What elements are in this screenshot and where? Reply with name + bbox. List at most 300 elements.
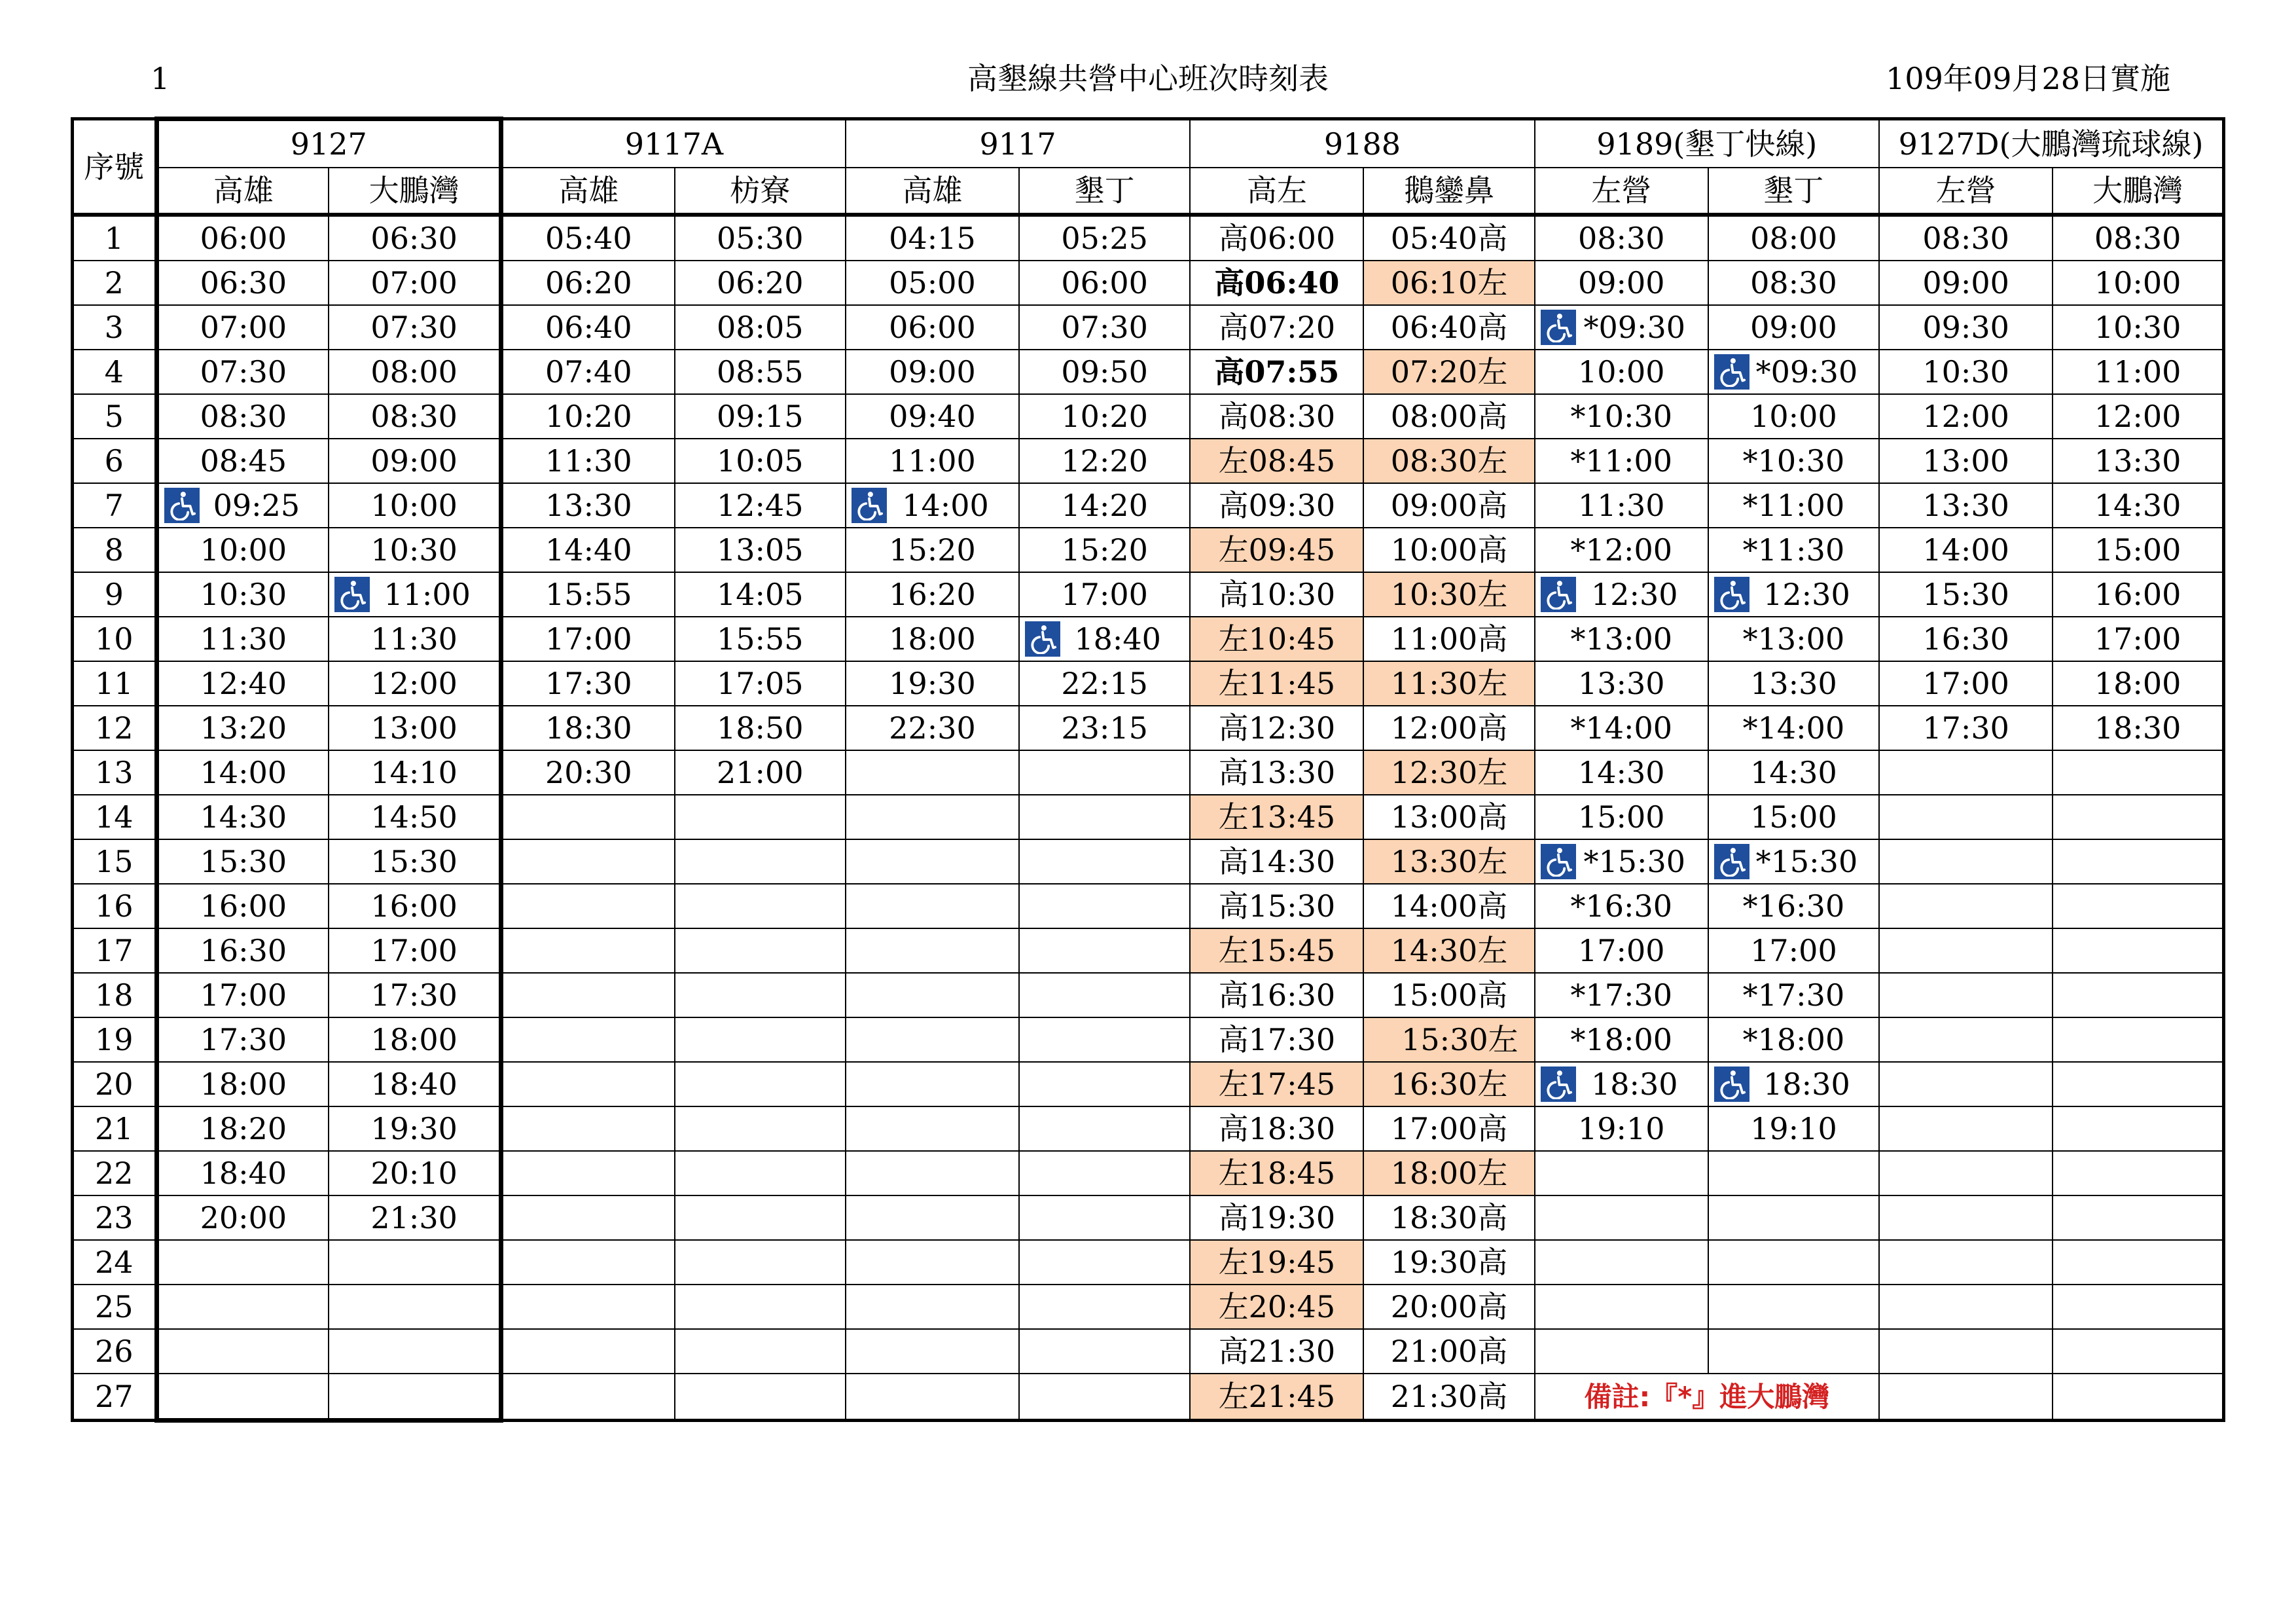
departure-time: 08:45 bbox=[200, 443, 287, 479]
departure-time: 12:00 bbox=[2094, 399, 2181, 434]
table-row bbox=[73, 706, 2224, 750]
time-cell bbox=[329, 528, 501, 572]
departure-time: 09:00 bbox=[1577, 265, 1665, 301]
time-cell bbox=[329, 261, 501, 305]
departure-time: 17:00 bbox=[200, 977, 287, 1013]
time-cell bbox=[501, 1195, 674, 1240]
time-cell bbox=[2053, 305, 2223, 350]
departure-time: 18:00 bbox=[2094, 666, 2181, 701]
departure-time: 高15:30 bbox=[1218, 888, 1336, 924]
departure-time: 09:40 bbox=[889, 399, 976, 434]
time-cell bbox=[1190, 1240, 1363, 1285]
departure-time: *14:00 bbox=[1570, 710, 1673, 746]
time-cell bbox=[1363, 1285, 1534, 1329]
time-cell bbox=[846, 1374, 1019, 1421]
departure-time: 17:30 bbox=[545, 666, 632, 701]
departure-time: 09:25 bbox=[213, 488, 300, 523]
departure-time: 高09:30 bbox=[1218, 488, 1336, 523]
departure-time: 16:30 bbox=[1922, 621, 2009, 657]
table-row bbox=[73, 1374, 2224, 1421]
departure-time: 06:20 bbox=[716, 265, 804, 301]
departure-time: 左19:45 bbox=[1218, 1245, 1336, 1280]
table-row bbox=[73, 215, 2224, 261]
direction-from: 高雄 bbox=[846, 168, 1019, 215]
route-name: 9117A bbox=[501, 119, 845, 168]
time-cell bbox=[675, 884, 846, 928]
time-cell bbox=[1363, 394, 1534, 439]
departure-time: 14:05 bbox=[716, 577, 804, 612]
departure-time: 14:00 bbox=[200, 755, 287, 790]
seq-number: 18 bbox=[95, 977, 134, 1013]
time-cell bbox=[1363, 305, 1534, 350]
time-cell bbox=[846, 1329, 1019, 1374]
time-cell bbox=[675, 1240, 846, 1285]
departure-time: 17:00 bbox=[1577, 933, 1665, 968]
time-cell bbox=[846, 394, 1019, 439]
time-cell bbox=[1363, 1106, 1534, 1151]
time-cell bbox=[1879, 350, 2053, 394]
departure-time: 12:30 bbox=[1763, 577, 1850, 612]
departure-time: 16:00 bbox=[200, 888, 287, 924]
wheelchair-icon bbox=[1541, 577, 1576, 612]
departure-time: *11:00 bbox=[1570, 443, 1673, 479]
seq-cell bbox=[73, 928, 157, 973]
time-cell bbox=[675, 973, 846, 1017]
direction-from: 高左 bbox=[1190, 168, 1363, 215]
time-cell bbox=[675, 1106, 846, 1151]
time-cell bbox=[1019, 795, 1190, 839]
departure-time: 高08:30 bbox=[1218, 399, 1336, 434]
departure-time: 08:00 bbox=[370, 354, 457, 390]
time-cell bbox=[846, 928, 1019, 973]
seq-cell bbox=[73, 750, 157, 795]
departure-time: 12:20 bbox=[1061, 443, 1148, 479]
seq-cell bbox=[73, 617, 157, 661]
departure-time: 11:00高 bbox=[1390, 621, 1508, 657]
time-cell bbox=[1535, 1195, 1708, 1240]
seq-number: 19 bbox=[95, 1022, 134, 1057]
departure-time: 07:20左 bbox=[1390, 354, 1508, 390]
departure-time: 15:00高 bbox=[1390, 977, 1508, 1013]
departure-time: 20:00高 bbox=[1390, 1289, 1508, 1324]
departure-time: 23:15 bbox=[1061, 710, 1148, 746]
seq-number: 6 bbox=[104, 443, 124, 479]
seq-number: 24 bbox=[95, 1245, 134, 1280]
departure-time: 04:15 bbox=[889, 221, 976, 256]
departure-time: 09:00 bbox=[370, 443, 457, 479]
departure-time: 11:00 bbox=[2094, 354, 2181, 390]
time-cell bbox=[1190, 1151, 1363, 1195]
departure-time: 16:00 bbox=[370, 888, 457, 924]
departure-time: 14:10 bbox=[370, 755, 457, 790]
departure-time: 08:55 bbox=[716, 354, 804, 390]
seq-cell bbox=[73, 394, 157, 439]
departure-time: 左11:45 bbox=[1218, 666, 1336, 701]
departure-time: 18:40 bbox=[1074, 621, 1161, 657]
departure-time: 11:30 bbox=[1577, 488, 1665, 523]
departure-time: 08:30 bbox=[200, 399, 287, 434]
time-cell bbox=[1879, 1062, 2053, 1106]
time-cell bbox=[1363, 706, 1534, 750]
departure-time: 12:40 bbox=[200, 666, 287, 701]
time-cell bbox=[1190, 305, 1363, 350]
seq-number: 8 bbox=[104, 532, 124, 568]
departure-time: *09:30 bbox=[1583, 310, 1686, 345]
departure-time: 11:00 bbox=[889, 443, 976, 479]
time-cell bbox=[1019, 572, 1190, 617]
departure-time: 06:00 bbox=[889, 310, 976, 345]
time-cell bbox=[329, 1329, 501, 1374]
departure-time: 15:30 bbox=[1922, 577, 2009, 612]
time-cell bbox=[1019, 1285, 1190, 1329]
time-cell bbox=[1879, 973, 2053, 1017]
time-cell bbox=[1535, 661, 1708, 706]
page-title: 高墾線共營中心班次時刻表 bbox=[967, 61, 1329, 96]
time-cell bbox=[2053, 394, 2223, 439]
time-cell bbox=[329, 394, 501, 439]
time-cell bbox=[329, 483, 501, 528]
departure-time: 12:00高 bbox=[1390, 710, 1508, 746]
effective-date: 109年09月28日實施 bbox=[1886, 61, 2170, 96]
time-cell bbox=[329, 706, 501, 750]
time-cell bbox=[1190, 661, 1363, 706]
time-cell bbox=[1363, 1151, 1534, 1195]
seq-cell bbox=[73, 1106, 157, 1151]
time-cell bbox=[1019, 483, 1190, 528]
table-row bbox=[73, 572, 2224, 617]
route-name: 9117 bbox=[846, 119, 1190, 168]
time-cell bbox=[1363, 261, 1534, 305]
time-cell bbox=[1708, 350, 1879, 394]
time-cell bbox=[1535, 617, 1708, 661]
departure-time: *13:00 bbox=[1742, 621, 1845, 657]
time-cell bbox=[1535, 215, 1708, 261]
departure-time: *15:30 bbox=[1755, 844, 1858, 879]
timetable bbox=[71, 117, 2225, 1423]
time-cell bbox=[501, 1374, 674, 1421]
departure-time: *09:30 bbox=[1755, 354, 1858, 390]
time-cell bbox=[1708, 215, 1879, 261]
time-cell bbox=[1363, 1017, 1534, 1062]
time-cell bbox=[329, 973, 501, 1017]
time-cell bbox=[1535, 305, 1708, 350]
time-cell bbox=[2053, 572, 2223, 617]
time-cell bbox=[501, 661, 674, 706]
departure-time: 22:30 bbox=[889, 710, 976, 746]
departure-time: 17:00 bbox=[370, 933, 457, 968]
time-cell bbox=[156, 1062, 329, 1106]
time-cell bbox=[1019, 973, 1190, 1017]
departure-time: 08:05 bbox=[716, 310, 804, 345]
time-cell bbox=[1190, 572, 1363, 617]
time-cell bbox=[329, 928, 501, 973]
time-cell bbox=[1708, 394, 1879, 439]
time-cell bbox=[2053, 350, 2223, 394]
time-cell bbox=[1363, 439, 1534, 483]
departure-time: 高12:30 bbox=[1218, 710, 1336, 746]
departure-time: 08:30 bbox=[1750, 265, 1837, 301]
time-cell bbox=[1535, 839, 1708, 884]
table-row bbox=[73, 528, 2224, 572]
departure-time: 14:20 bbox=[1061, 488, 1148, 523]
departure-time: 17:00 bbox=[545, 621, 632, 657]
time-cell bbox=[1535, 572, 1708, 617]
time-cell bbox=[675, 528, 846, 572]
time-cell bbox=[1879, 1374, 2053, 1421]
time-cell bbox=[1019, 1017, 1190, 1062]
time-cell bbox=[1019, 1374, 1190, 1421]
seq-number: 14 bbox=[95, 799, 134, 835]
time-cell bbox=[1363, 928, 1534, 973]
time-cell bbox=[2053, 1062, 2223, 1106]
time-cell bbox=[156, 261, 329, 305]
time-cell bbox=[1019, 617, 1190, 661]
departure-time: 16:30左 bbox=[1390, 1067, 1508, 1102]
departure-time: 08:00 bbox=[1750, 221, 1837, 256]
time-cell bbox=[1363, 617, 1534, 661]
time-cell bbox=[501, 394, 674, 439]
time-cell bbox=[675, 572, 846, 617]
time-cell bbox=[1535, 1106, 1708, 1151]
departure-time: 08:30 bbox=[1922, 221, 2009, 256]
time-cell bbox=[1535, 1374, 1879, 1421]
time-cell bbox=[1879, 1151, 2053, 1195]
time-cell bbox=[675, 215, 846, 261]
time-cell bbox=[329, 1017, 501, 1062]
time-cell bbox=[2053, 884, 2223, 928]
departure-time: *14:00 bbox=[1742, 710, 1845, 746]
time-cell bbox=[156, 1151, 329, 1195]
seq-cell bbox=[73, 706, 157, 750]
departure-time: 10:00 bbox=[1577, 354, 1665, 390]
departure-time: 18:00左 bbox=[1390, 1156, 1508, 1191]
departure-time: 14:30 bbox=[1750, 755, 1837, 790]
departure-time: 高06:40 bbox=[1214, 265, 1340, 301]
time-cell bbox=[329, 305, 501, 350]
departure-time: 22:15 bbox=[1061, 666, 1148, 701]
time-cell bbox=[675, 261, 846, 305]
departure-time: 05:25 bbox=[1061, 221, 1148, 256]
departure-time: 10:20 bbox=[545, 399, 632, 434]
time-cell bbox=[501, 884, 674, 928]
departure-time: 10:00 bbox=[2094, 265, 2181, 301]
time-cell bbox=[501, 795, 674, 839]
wheelchair-icon bbox=[1541, 1067, 1576, 1102]
time-cell bbox=[2053, 750, 2223, 795]
time-cell bbox=[675, 1195, 846, 1240]
time-cell bbox=[156, 617, 329, 661]
time-cell bbox=[1535, 973, 1708, 1017]
wheelchair-icon bbox=[1714, 577, 1749, 612]
time-cell bbox=[846, 439, 1019, 483]
time-cell bbox=[501, 528, 674, 572]
time-cell bbox=[329, 1195, 501, 1240]
time-cell bbox=[1708, 706, 1879, 750]
table-row bbox=[73, 439, 2224, 483]
time-cell bbox=[675, 839, 846, 884]
departure-time: *17:30 bbox=[1742, 977, 1845, 1013]
seq-number: 16 bbox=[95, 888, 134, 924]
wheelchair-icon bbox=[1541, 844, 1576, 879]
time-cell bbox=[2053, 1151, 2223, 1195]
departure-time: 高18:30 bbox=[1218, 1111, 1336, 1146]
departure-time: 10:00高 bbox=[1390, 532, 1508, 568]
time-cell bbox=[1708, 483, 1879, 528]
time-cell bbox=[675, 617, 846, 661]
direction-header-row bbox=[73, 168, 2224, 215]
time-cell bbox=[1708, 1329, 1879, 1374]
departure-time: 10:30 bbox=[200, 577, 287, 612]
time-cell bbox=[156, 884, 329, 928]
time-cell bbox=[2053, 1329, 2223, 1374]
departure-time: 18:30高 bbox=[1390, 1200, 1508, 1235]
time-cell bbox=[675, 394, 846, 439]
time-cell bbox=[1708, 1017, 1879, 1062]
departure-time: 13:30 bbox=[545, 488, 632, 523]
departure-time: 13:05 bbox=[716, 532, 804, 568]
time-cell bbox=[1363, 884, 1534, 928]
time-cell bbox=[846, 1062, 1019, 1106]
time-cell bbox=[329, 617, 501, 661]
time-cell bbox=[1190, 839, 1363, 884]
time-cell bbox=[846, 884, 1019, 928]
time-cell bbox=[2053, 973, 2223, 1017]
time-cell bbox=[846, 1151, 1019, 1195]
departure-time: 05:30 bbox=[716, 221, 804, 256]
departure-time: *18:00 bbox=[1570, 1022, 1673, 1057]
time-cell bbox=[1363, 750, 1534, 795]
time-cell bbox=[1879, 617, 2053, 661]
departure-time: 15:55 bbox=[545, 577, 632, 612]
time-cell bbox=[1363, 1062, 1534, 1106]
departure-time: 14:30 bbox=[200, 799, 287, 835]
departure-time: 14:00 bbox=[902, 488, 989, 523]
time-cell bbox=[1190, 750, 1363, 795]
time-cell bbox=[2053, 1240, 2223, 1285]
seq-number: 4 bbox=[104, 354, 124, 390]
time-cell bbox=[846, 706, 1019, 750]
seq-number: 13 bbox=[95, 755, 134, 790]
departure-time: 21:00高 bbox=[1390, 1334, 1508, 1369]
time-cell bbox=[156, 661, 329, 706]
seq-cell bbox=[73, 1285, 157, 1329]
direction-from: 左營 bbox=[1879, 168, 2053, 215]
time-cell bbox=[1879, 1106, 2053, 1151]
wheelchair-icon bbox=[1541, 310, 1576, 345]
time-cell bbox=[675, 1374, 846, 1421]
time-cell bbox=[1879, 305, 2053, 350]
departure-time: 09:00 bbox=[889, 354, 976, 390]
wheelchair-icon bbox=[852, 488, 887, 523]
departure-time: 10:00 bbox=[200, 532, 287, 568]
departure-time: 11:30 bbox=[200, 621, 287, 657]
direction-to: 枋寮 bbox=[675, 168, 846, 215]
time-cell bbox=[1708, 439, 1879, 483]
time-cell bbox=[501, 617, 674, 661]
time-cell bbox=[2053, 528, 2223, 572]
time-cell bbox=[1019, 305, 1190, 350]
table-row bbox=[73, 1329, 2224, 1374]
seq-cell bbox=[73, 1195, 157, 1240]
route-name: 9127D(大鵬灣琉球線) bbox=[1879, 119, 2223, 168]
time-cell bbox=[1019, 750, 1190, 795]
seq-cell bbox=[73, 261, 157, 305]
time-cell bbox=[1190, 215, 1363, 261]
departure-time: 06:00 bbox=[1061, 265, 1148, 301]
seq-cell bbox=[73, 439, 157, 483]
departure-time: 12:00 bbox=[370, 666, 457, 701]
departure-time: *16:30 bbox=[1570, 888, 1673, 924]
time-cell bbox=[1190, 928, 1363, 973]
departure-time: 17:30 bbox=[1922, 710, 2009, 746]
time-cell bbox=[1879, 572, 2053, 617]
time-cell bbox=[2053, 439, 2223, 483]
departure-time: 高21:30 bbox=[1218, 1334, 1336, 1369]
time-cell bbox=[1708, 839, 1879, 884]
departure-time: 10:30 bbox=[370, 532, 457, 568]
seq-cell bbox=[73, 350, 157, 394]
departure-time: 15:30 bbox=[370, 844, 457, 879]
time-cell bbox=[846, 661, 1019, 706]
time-cell bbox=[156, 1240, 329, 1285]
seq-number: 21 bbox=[95, 1111, 134, 1146]
time-cell bbox=[501, 1285, 674, 1329]
time-cell bbox=[846, 1285, 1019, 1329]
table-row bbox=[73, 750, 2224, 795]
time-cell bbox=[846, 305, 1019, 350]
departure-time: *10:30 bbox=[1742, 443, 1845, 479]
time-cell bbox=[2053, 483, 2223, 528]
time-cell bbox=[1879, 439, 2053, 483]
time-cell bbox=[329, 1106, 501, 1151]
time-cell bbox=[1019, 884, 1190, 928]
departure-time: 18:00 bbox=[370, 1022, 457, 1057]
departure-time: 左17:45 bbox=[1218, 1067, 1336, 1102]
departure-time: 15:00 bbox=[2094, 532, 2181, 568]
time-cell bbox=[1019, 1195, 1190, 1240]
departure-time: 06:30 bbox=[370, 221, 457, 256]
time-cell bbox=[1019, 661, 1190, 706]
time-cell bbox=[329, 572, 501, 617]
departure-time: *16:30 bbox=[1742, 888, 1845, 924]
departure-time: 12:30左 bbox=[1390, 755, 1508, 790]
seq-number: 5 bbox=[104, 399, 124, 434]
time-cell bbox=[501, 215, 674, 261]
departure-time: 07:30 bbox=[370, 310, 457, 345]
direction-from: 左營 bbox=[1535, 168, 1708, 215]
departure-time: 15:30 bbox=[200, 844, 287, 879]
time-cell bbox=[329, 1151, 501, 1195]
departure-time: 06:40 bbox=[545, 310, 632, 345]
departure-time: 11:30 bbox=[370, 621, 457, 657]
time-cell bbox=[2053, 215, 2223, 261]
time-cell bbox=[501, 1062, 674, 1106]
time-cell bbox=[1019, 215, 1190, 261]
time-cell bbox=[1879, 1285, 2053, 1329]
time-cell bbox=[2053, 839, 2223, 884]
departure-time: 06:00 bbox=[200, 221, 287, 256]
departure-time: 13:00 bbox=[1922, 443, 2009, 479]
time-cell bbox=[156, 1195, 329, 1240]
table-row bbox=[73, 1017, 2224, 1062]
wheelchair-icon bbox=[1714, 354, 1749, 390]
departure-time: 18:30 bbox=[1590, 1067, 1678, 1102]
time-cell bbox=[156, 439, 329, 483]
departure-time: 06:10左 bbox=[1390, 265, 1508, 301]
departure-time: 13:00 bbox=[370, 710, 457, 746]
departure-time: 08:30左 bbox=[1390, 443, 1508, 479]
departure-time: 13:30左 bbox=[1390, 844, 1508, 879]
